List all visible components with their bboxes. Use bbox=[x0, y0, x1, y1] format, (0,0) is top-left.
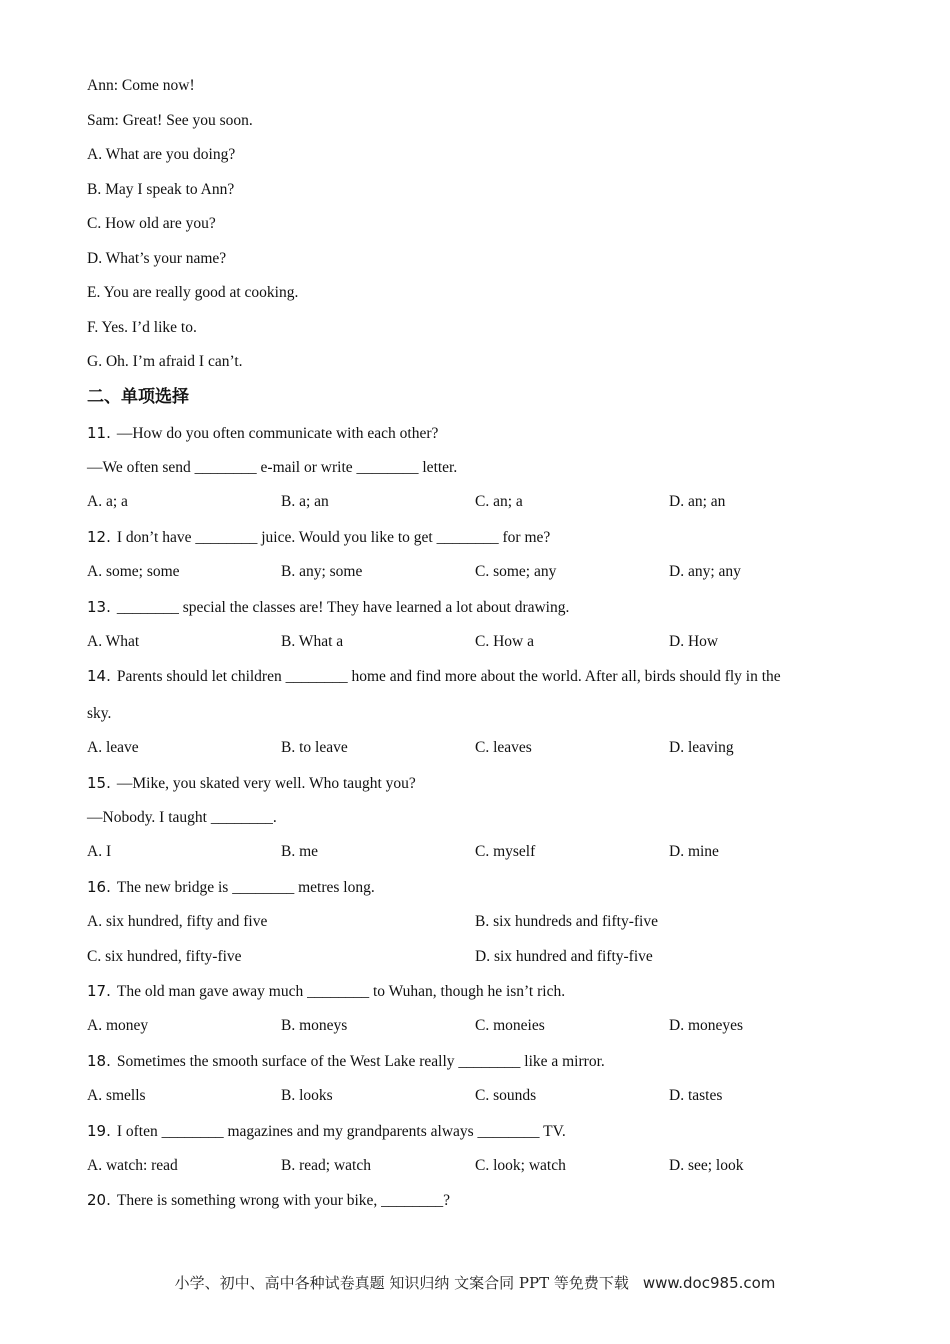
question-number: 19. bbox=[87, 1122, 111, 1140]
question-text-cont: —Nobody. I taught ________. bbox=[87, 809, 277, 826]
option-d: D. an; an bbox=[669, 493, 726, 510]
option-d: D. any; any bbox=[669, 563, 741, 580]
option-d: D. How bbox=[669, 633, 719, 650]
options-row bbox=[87, 1086, 887, 1106]
option-d: D. mine bbox=[669, 843, 719, 860]
dialogue-line: Ann: Come now! bbox=[87, 77, 195, 94]
question-number: 16. bbox=[87, 878, 111, 896]
option-d: D. six hundred and fifty-five bbox=[475, 948, 653, 965]
question-13 bbox=[87, 597, 569, 618]
option-a: A. watch: read bbox=[87, 1157, 178, 1174]
option-b: B. moneys bbox=[281, 1017, 348, 1034]
option-b: B. read; watch bbox=[281, 1157, 371, 1174]
question-15 bbox=[87, 773, 416, 794]
page-footer bbox=[0, 1272, 950, 1293]
question-text: The old man gave away much ________ to Wuhan, though he isn’t rich. bbox=[116, 983, 566, 1000]
option-b: B. six hundreds and fifty-five bbox=[475, 913, 658, 930]
footer-text: 小学、初中、高中各种试卷真题 知识归纳 文案合同 PPT 等免费下载 bbox=[174, 1274, 629, 1292]
choice-line: A. What are you doing? bbox=[87, 146, 236, 163]
option-b: B. any; some bbox=[281, 563, 363, 580]
options-row bbox=[87, 1016, 887, 1036]
option-c: C. moneies bbox=[475, 1017, 545, 1034]
question-text-cont: sky. bbox=[87, 705, 112, 722]
question-number: 11. bbox=[87, 424, 111, 442]
option-b: B. to leave bbox=[281, 739, 348, 756]
question-18 bbox=[87, 1051, 605, 1072]
option-a: A. smells bbox=[87, 1087, 146, 1104]
options-row bbox=[87, 738, 887, 758]
options-row bbox=[87, 562, 887, 582]
question-text: ________ special the classes are! They have learned a lot about drawing. bbox=[116, 599, 570, 616]
question-16 bbox=[87, 877, 375, 898]
question-19 bbox=[87, 1121, 566, 1142]
option-a: A. I bbox=[87, 843, 112, 860]
option-d: D. leaving bbox=[669, 739, 734, 756]
choice-line: B. May I speak to Ann? bbox=[87, 181, 235, 198]
question-20 bbox=[87, 1190, 450, 1211]
option-a: A. some; some bbox=[87, 563, 180, 580]
question-number: 15. bbox=[87, 774, 111, 792]
options-row bbox=[87, 842, 887, 862]
dialogue-line: Sam: Great! See you soon. bbox=[87, 112, 253, 129]
question-number: 14. bbox=[87, 667, 111, 685]
option-b: B. me bbox=[281, 843, 319, 860]
question-text: —Mike, you skated very well. Who taught you? bbox=[116, 775, 416, 792]
question-text: The new bridge is ________ metres long. bbox=[116, 879, 375, 896]
question-number: 17. bbox=[87, 982, 111, 1000]
option-c: C. six hundred, fifty-five bbox=[87, 948, 242, 965]
option-c: C. sounds bbox=[475, 1087, 537, 1104]
section-title: 二、单项选择 bbox=[87, 387, 189, 407]
option-a: A. six hundred, fifty and five bbox=[87, 913, 268, 930]
choice-line: G. Oh. I’m afraid I can’t. bbox=[87, 353, 243, 370]
option-d: D. tastes bbox=[669, 1087, 723, 1104]
options-row bbox=[87, 947, 887, 967]
options-row bbox=[87, 1156, 887, 1176]
option-d: D. see; look bbox=[669, 1157, 744, 1174]
option-c: C. an; a bbox=[475, 493, 523, 510]
choice-line: E. You are really good at cooking. bbox=[87, 284, 299, 301]
option-c: C. some; any bbox=[475, 563, 557, 580]
question-text: Parents should let children ________ home and find more about the world. After all, birds should fly in the bbox=[116, 668, 781, 685]
option-a: A. a; a bbox=[87, 493, 128, 510]
choice-line: F. Yes. I’d like to. bbox=[87, 319, 197, 336]
question-number: 18. bbox=[87, 1052, 111, 1070]
question-number: 12. bbox=[87, 528, 111, 546]
question-text: I often ________ magazines and my grandparents always ________ TV. bbox=[116, 1123, 566, 1140]
question-text: —How do you often communicate with each other? bbox=[116, 425, 439, 442]
question-11 bbox=[87, 423, 438, 444]
option-b: B. a; an bbox=[281, 493, 329, 510]
question-text: Sometimes the smooth surface of the West Lake really ________ like a mirror. bbox=[116, 1053, 605, 1070]
option-d: D. moneyes bbox=[669, 1017, 744, 1034]
option-a: A. leave bbox=[87, 739, 139, 756]
option-c: C. myself bbox=[475, 843, 536, 860]
options-row bbox=[87, 632, 887, 652]
options-row bbox=[87, 912, 887, 932]
option-b: B. What a bbox=[281, 633, 344, 650]
options-row bbox=[87, 492, 887, 512]
option-c: C. leaves bbox=[475, 739, 532, 756]
question-number: 13. bbox=[87, 598, 111, 616]
question-17 bbox=[87, 981, 565, 1002]
option-a: A. money bbox=[87, 1017, 149, 1034]
option-b: B. looks bbox=[281, 1087, 333, 1104]
option-c: C. How a bbox=[475, 633, 534, 650]
footer-url-link[interactable]: www.doc985.com bbox=[642, 1274, 776, 1292]
question-14 bbox=[87, 666, 781, 687]
question-12 bbox=[87, 527, 550, 548]
question-text: There is something wrong with your bike, ________? bbox=[116, 1192, 451, 1209]
question-text-cont: —We often send ________ e-mail or write ________ letter. bbox=[87, 459, 458, 476]
choice-line: D. What’s your name? bbox=[87, 250, 227, 267]
question-number: 20. bbox=[87, 1191, 111, 1209]
option-a: A. What bbox=[87, 633, 140, 650]
question-text: I don’t have ________ juice. Would you like to get ________ for me? bbox=[116, 529, 551, 546]
option-c: C. look; watch bbox=[475, 1157, 566, 1174]
choice-line: C. How old are you? bbox=[87, 215, 216, 232]
